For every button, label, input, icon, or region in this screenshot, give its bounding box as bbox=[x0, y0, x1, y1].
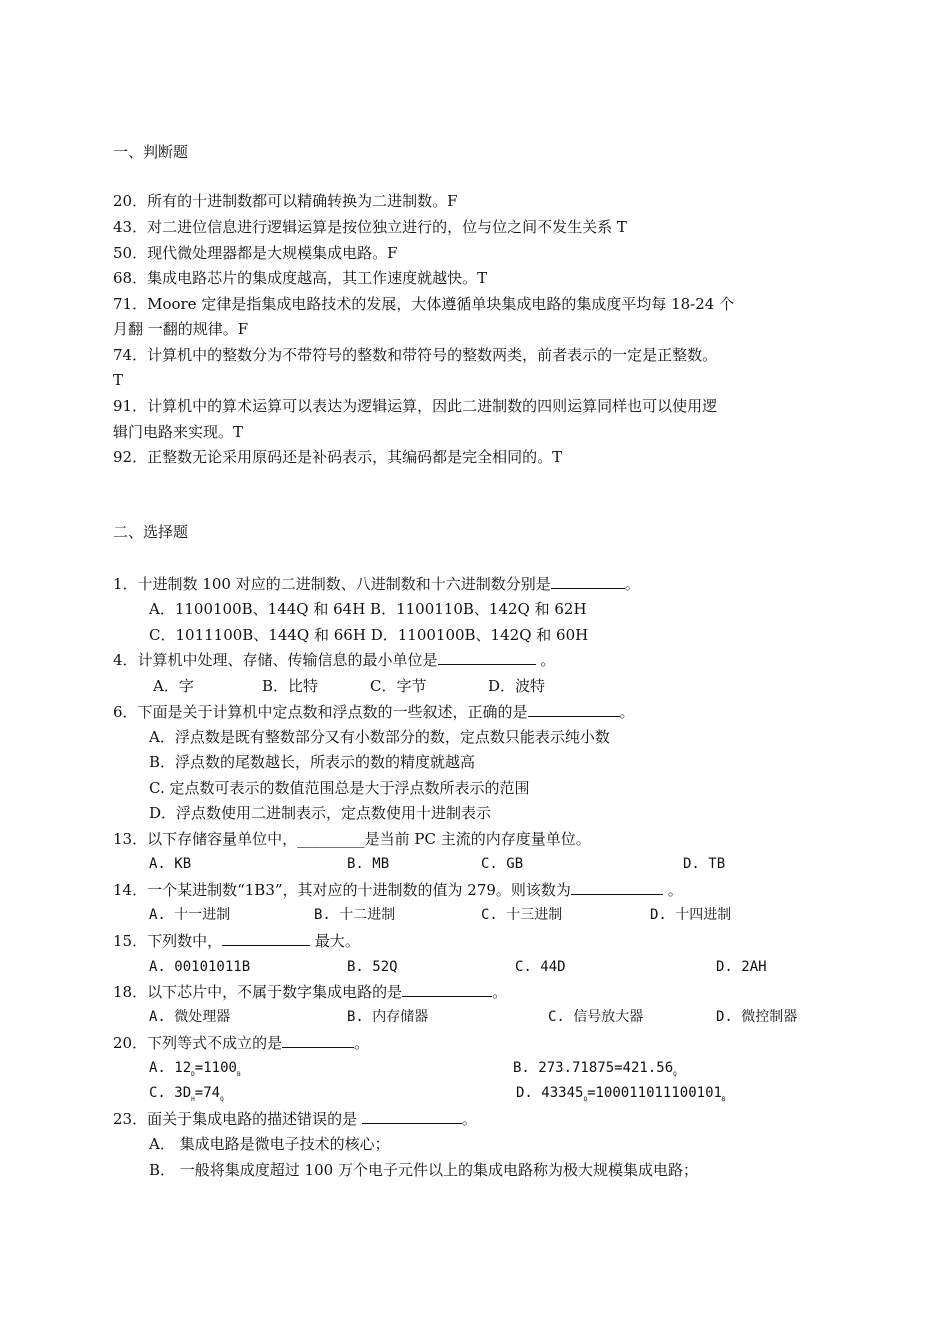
question-end: 。 bbox=[354, 1034, 370, 1052]
answer-blank bbox=[551, 574, 625, 589]
question-end: 。 bbox=[535, 651, 556, 669]
option-d: D．波特 bbox=[488, 677, 546, 695]
judgment-item: 74．计算机中的整数分为不带符号的整数和带符号的整数两类，前者表示的一定是正整数。 bbox=[113, 346, 718, 364]
option-c: C. 信号放大器 bbox=[548, 1009, 644, 1025]
judgment-item-continued: 月翻 一翻的规律。F bbox=[113, 320, 249, 338]
question-6 bbox=[113, 702, 635, 722]
option-a: A. 十一进制 bbox=[149, 907, 231, 923]
judgment-item: 71．Moore 定律是指集成电路技术的发展，大体遵循单块集成电路的集成度平均每 18-24 个 bbox=[113, 295, 735, 313]
option-a: A. $12_D=1100_B$ bbox=[149, 1060, 241, 1078]
question-4 bbox=[113, 650, 555, 670]
option-a: A. 微处理器 bbox=[149, 1009, 231, 1025]
section-heading-judgment: 一、判断题 bbox=[113, 143, 189, 161]
question-end: 最大。 bbox=[310, 932, 360, 950]
answer-blank bbox=[438, 650, 536, 665]
judgment-item-continued: T bbox=[113, 371, 124, 389]
question-end: 。 bbox=[461, 1110, 477, 1128]
judgment-item: 92．正整数无论采用原码还是补码表示，其编码都是完全相同的。T bbox=[113, 448, 563, 466]
option-c: C. $3D_H=74_Q$ bbox=[149, 1085, 224, 1103]
judgment-item: 68．集成电路芯片的集成度越高，其工作速度就越快。T bbox=[113, 269, 488, 287]
question-text: 1．十进制数 100 对应的二进制数、八进制数和十六进制数分别是 bbox=[113, 575, 551, 593]
option-c: C. 44D bbox=[515, 959, 566, 975]
option-b: B. MB bbox=[347, 856, 390, 872]
question-text: 23．面关于集成电路的描述错误的是 bbox=[113, 1110, 362, 1128]
question-20 bbox=[113, 1033, 369, 1053]
option-a: A．字 bbox=[153, 677, 194, 695]
question-18 bbox=[113, 982, 507, 1002]
option-d: D. $43345_Q=100011011100101_B$ bbox=[516, 1085, 726, 1103]
judgment-item: 91．计算机中的算术运算可以表达为逻辑运算，因此二进制数的四则运算同样也可以使用逻 bbox=[113, 397, 718, 415]
question-13: 13．以下存储容量单位中，_________是当前 PC 主流的内存度量单位。 bbox=[113, 830, 591, 848]
question-text: 20．下列等式不成立的是 bbox=[113, 1034, 283, 1052]
option-line: A．1100100B、144Q 和 64H B．1100110B、142Q 和 62H bbox=[149, 600, 587, 618]
option-c: C. GB bbox=[481, 856, 524, 872]
question-end: 。 bbox=[624, 575, 640, 593]
judgment-item-continued: 辑门电路来实现。T bbox=[113, 423, 244, 441]
option-line: C．1011100B、144Q 和 66H D．1100100B、142Q 和 60H bbox=[149, 626, 589, 644]
question-23 bbox=[113, 1109, 477, 1129]
question-text: 18．以下芯片中，不属于数字集成电路的是 bbox=[113, 983, 403, 1001]
option-a: A．浮点数是既有整数部分又有小数部分的数，定点数只能表示纯小数 bbox=[149, 728, 610, 746]
answer-blank bbox=[222, 931, 310, 946]
option-a: A. KB bbox=[149, 856, 192, 872]
option-b: B. 十二进制 bbox=[314, 907, 396, 923]
option-d: D. 十四进制 bbox=[650, 907, 732, 923]
answer-blank bbox=[402, 982, 492, 997]
option-b: B. 52Q bbox=[347, 959, 398, 975]
option-d: D. 微控制器 bbox=[716, 1009, 798, 1025]
option-a: A. 00101011B bbox=[149, 959, 251, 975]
answer-blank bbox=[362, 1109, 462, 1124]
option-b: B. $273.71875=421.56_Q$ bbox=[513, 1060, 677, 1078]
option-b: B．浮点数的尾数越长，所表示的数的精度就越高 bbox=[149, 753, 476, 771]
option-c: C. 定点数可表示的数值范围总是大于浮点数所表示的范围 bbox=[149, 779, 530, 797]
option-d: D. 2AH bbox=[716, 959, 767, 975]
option-b: B. 内存储器 bbox=[347, 1009, 429, 1025]
judgment-item: 20．所有的十进制数都可以精确转换为二进制数。F bbox=[113, 192, 458, 210]
question-text: 14．一个某进制数“1B3”，其对应的十进制数的值为 279。则该数为 bbox=[113, 881, 571, 899]
section-heading-choice: 二、选择题 bbox=[113, 523, 189, 541]
question-15 bbox=[113, 931, 360, 951]
question-end: 。 bbox=[662, 881, 683, 899]
option-c: C．字节 bbox=[370, 677, 427, 695]
question-text: 4．计算机中处理、存储、传输信息的最小单位是 bbox=[113, 651, 438, 669]
question-end: 。 bbox=[619, 703, 635, 721]
option-b: B． 一般将集成度超过 100 万个电子元件以上的集成电路称为极大规模集成电路； bbox=[149, 1161, 698, 1179]
answer-blank bbox=[528, 702, 620, 717]
judgment-item: 43．对二进位信息进行逻辑运算是按位独立进行的，位与位之间不发生关系 T bbox=[113, 218, 627, 236]
question-text: 15．下列数中， bbox=[113, 932, 223, 950]
option-a: A． 集成电路是微电子技术的核心； bbox=[149, 1135, 390, 1153]
question-end: 。 bbox=[492, 983, 508, 1001]
option-d: D．浮点数使用二进制表示，定点数使用十进制表示 bbox=[149, 804, 492, 822]
option-b: B．比特 bbox=[262, 677, 319, 695]
question-1 bbox=[113, 574, 640, 594]
question-text: 6．下面是关于计算机中定点数和浮点数的一些叙述，正确的是 bbox=[113, 703, 528, 721]
option-d: D. TB bbox=[683, 856, 726, 872]
question-14 bbox=[113, 880, 683, 900]
option-c: C. 十三进制 bbox=[481, 907, 563, 923]
answer-blank bbox=[282, 1033, 354, 1048]
answer-blank bbox=[571, 880, 663, 895]
judgment-item: 50．现代微处理器都是大规模集成电路。F bbox=[113, 244, 398, 262]
